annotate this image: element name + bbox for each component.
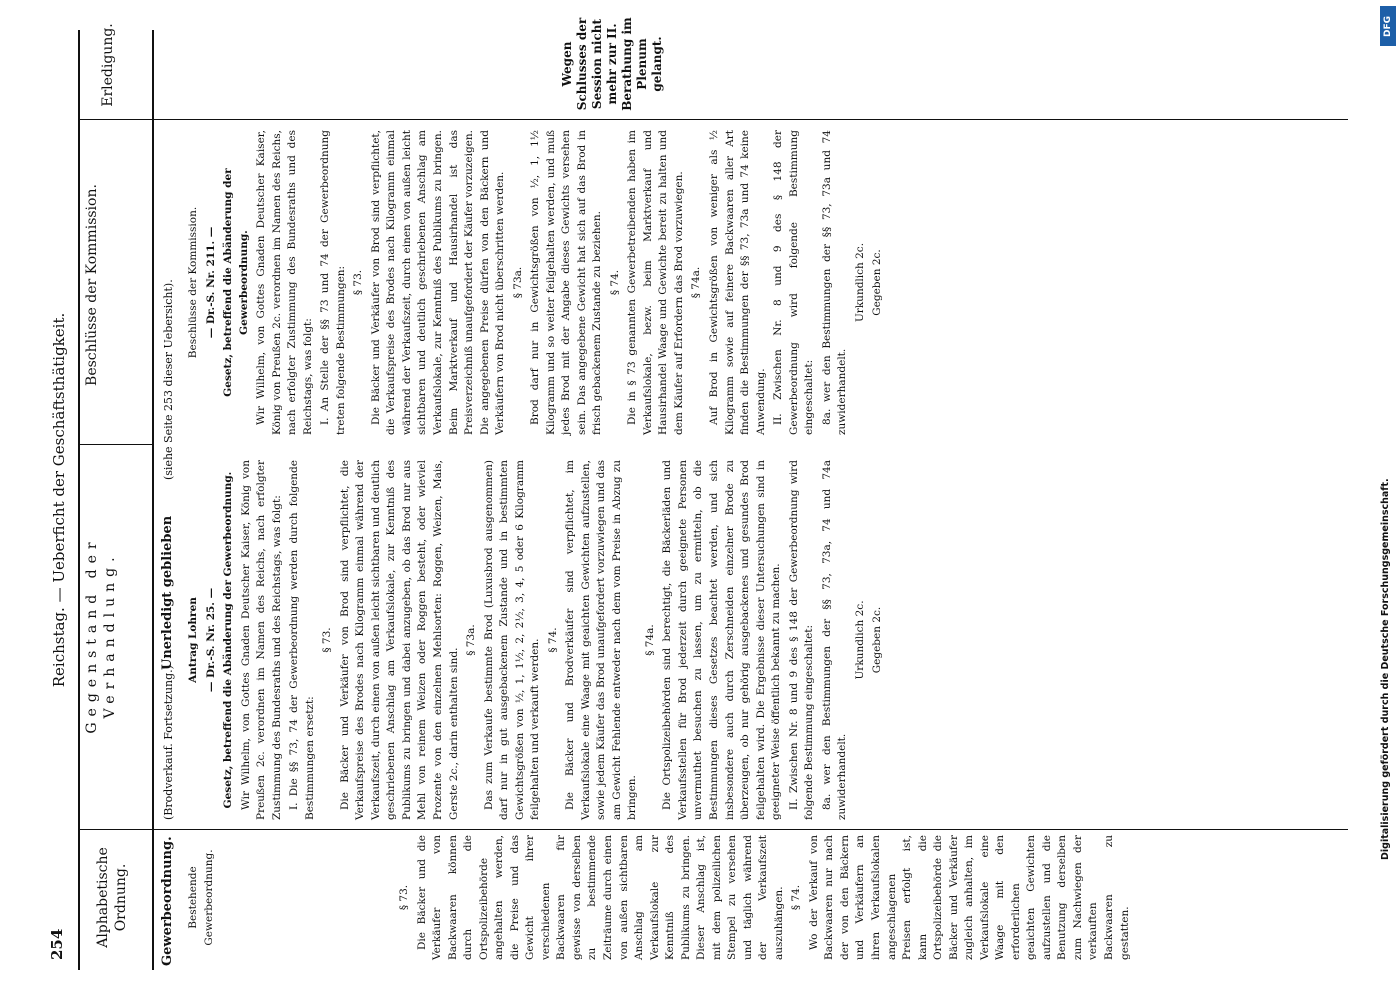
existing-heading: Bestehende Gewerbeordnung. [187,849,215,946]
antrag-preamble: Wir Wilhelm, von Gottes Gnaden Deutscher Kaiser, König von Preußen 2c. verordnen im Namen des Reichs, nach erfolgter Zustimmung des Bundesraths und des Reichstags, was folgt: [239,460,283,820]
commission-art2a: 8a. wer den Bestimmungen der §§ 73, 73a und 74 zuwiderhandelt. [820,130,849,435]
header-alpha: Alphabetische Ordnung. [95,847,129,948]
existing-p73-title: § 73. [398,884,411,911]
header-resolutions: Beschlüsse der Kommission. [84,184,100,386]
col-divider-1 [78,829,1348,830]
antrag-p74a-title: § 74a. [643,624,656,656]
antrag-p73-text: Die Bäcker und Verkäufer von Brod sind verpflichtet, die Verkaufspreise des Brodes nach Kilogramm einmal während der Verkaufszeit, durch einen von außen leicht sichtbaren und deutlich geschriebenen Anschlag am Verkaufslokale, zur Kenntniß des Publikums zu bringen und dabei anzugeben, ob das Brod nur aus Mehl von reinem Weizen oder Roggen besteht, oder wieviel Prozente von den einzelnen Mehlsorten: Roggen, Weizen, Mais, Gerste 2c., darin enthalten sind. [338,460,460,820]
commission-p74a-text: Auf Brod in Gewichtsgrößen von weniger als ½ Kilogramm sowie auf feinere Backwaaren aller Art finden die Bestimmungen der §§ 73, 73a und 74 keine Anwendung. [708,130,767,435]
existing-p74-title: § 74. [790,884,803,911]
commission-art1: I. An Stelle der §§ 73 und 74 der Gewerbeordnung treten folgende Bestimmungen: [319,130,347,435]
commission-preamble: Wir Wilhelm, von Gottes Gnaden Deutscher Kaiser, König von Preußen 2c. verordnen im Namen des Reichs, nach erfolgter Zustimmung des Bundesraths und des Reichstags, was folgt: [255,130,314,435]
antrag-art2a: 8a. wer den Bestimmungen der §§ 73, 73a, 74 und 74a zuwiderhandelt. [820,460,849,820]
commission-p73a-text: Brod darf nur in Gewichtsgrößen von ½, 1, 1½ Kilogramm und so weiter feilgehalten werden, und muß jedes Brod mit der Angabe dieses Gewichts versehen sein. Das angegebene Gewicht hat sich auf das Brod in frisch gebackenem Zustande zu beziehen. [529,130,604,435]
commission-gesetz-title: Gesetz, betreffend die Abänderung der Gewerbeordnung. [222,168,250,397]
header-settlement: Erledigung. [100,23,116,107]
digitization-credit: Digitalisierung gefördert durch die Deutsche Forschungsgemeinschaft. [1380,478,1391,860]
row-title-note: (Brodverkauf. Fortsetzung.) [162,665,175,820]
unerledigt-ref: (siehe Seite 253 dieser Uebersicht). [162,279,175,480]
antrag-gesetz-title: Gesetz, betreffend die Abänderung der Gewerbeordnung. [222,471,235,809]
commission-p73-title: § 73. [352,269,365,296]
existing-law-column [186,835,1135,960]
commission-urkund: Urkundlich 2c. [853,242,866,323]
antrag-p74-title: § 74. [546,627,559,653]
antrag-drucksache: — Dr.-S. Nr. 25. — [204,587,217,693]
running-head: Reichstag. — Ueberficht der Geschäftsthätigkeit. [50,312,68,688]
dfg-logo: DFG [1380,6,1396,46]
commission-art2: II. Zwischen Nr. 8 und 9 des § 148 der Gewerbeordnung wird folgende Bestimmung eingeschaltet: [772,130,816,435]
settlement-note: Wegen Schlusses der Session nicht mehr zur II. Berathung im Plenum gelangt. [560,17,664,111]
page-number: 254 [48,928,66,960]
row-title: Gewerbeordnung. [160,836,175,966]
antrag-urkund: Urkundlich 2c. [853,600,866,680]
commission-drucksache: — Dr.-S. Nr. 211. — [204,226,217,339]
antrag-column [186,460,888,820]
commission-p73-text: Die Bäcker und Verkäufer von Brod sind verpflichtet, die Verkaufspreise des Brodes nach Kilogramm einmal während der Verkaufszeit, durch einen von außen leicht sichtbaren und deutlich geschriebenen Anschlag am Verkaufslokale, zur Kenntniß des Publikums zu bringen. Beim Marktverkauf und Hausirhandel ist das Preisverzeichniß unaufgefordert der Käufer vorzuzeigen. Die angegebenen Preise dürfen von den Bäckern und Verkäufern von Brod nicht überschritten werden. [369,130,507,435]
antrag-p73-title: § 73. [321,627,334,653]
antrag-p74a-text: Die Ortspolizeibehörden sind berechtigt, die Bäckerläden und Verkaufsstellen für Brod jederzeit durch geeignete Personen unvermuthet besuchen zu lassen, um zu ermitteln, ob die Bestimmungen dieses Gesetzes beachtet werden, und sich insbesondere auch durch Zerschneiden einzelner Brode zu überzeugen, ob nur gehörig ausgebackenes und gesundes Brod feilgehalten wird. Die Ergebnisse dieser Untersuchungen sind in geeigneter Weise öffentlich bekannt zu machen. [661,460,783,820]
commission-p74-text: Die in § 73 genannten Gewerbetreibenden haben im Verkaufslokale, bezw. beim Marktverkauf und Hausirhandel Waage und Gewichte bereit zu halten und dem Käufer auf Erfordern das Brod vorzuwiegen. [626,130,685,435]
commission-p74-title: § 74. [608,269,621,296]
antrag-gegeben: Gegeben 2c. [871,606,884,674]
antrag-p73a-text: Das zum Verkaufe bestimmte Brod (Luxusbrod ausgenommen) darf nur in gut ausgebackenem Zustande und in bestimmten Gewichtsgrößen von ½, 1, 1½, 2, 2½, 3, 4, 5 oder 6 Kilogramm feilgehalten und verkauft werden. [482,460,542,820]
header-subject: Gegenstand der Verhandlung. [84,536,118,734]
antrag-art2: II. Zwischen Nr. 8 und 9 des § 148 der Gewerbeordnung wird folgende Bestimmung eingeschaltet: [787,460,816,820]
antrag-p73a-title: § 73a. [465,624,478,656]
commission-beschluss: Beschlüsse der Kommission. [187,206,199,359]
commission-column [186,130,888,435]
antrag-art1: I. Die §§ 73, 74 der Gewerbeordnung werden durch folgende Bestimmungen ersetzt: [288,460,316,820]
commission-gegeben: Gegeben 2c. [871,249,884,316]
unerledigt-label: Unerledigt geblieben [160,515,175,670]
col-divider-3 [78,119,1348,120]
antrag-p74-text: Die Bäcker und Brodverkäufer sind verpflichtet, im Verkaufslokale eine Waage mit geaichten Gewichten aufzustellen, sowie jedem Käufer das Brod unaufgefordert vorzuwiegen und das am Gewicht Fehlende entweder nach dem vom Preise in Abzug zu bringen. [564,460,639,820]
col-divider-2-head [78,444,152,445]
commission-p73a-title: § 73a. [511,266,524,299]
commission-p74a-title: § 74a. [690,266,703,299]
existing-p73-text: Die Bäcker und die Verkäufer von Backwaaren können durch die Ortspolizeibehörde angehalten werden, die Preise und das Gewicht ihrer verschiedenen Backwaaren für gewisse von derselben zu bestimmende Zeiträume durch einen von außen sichtbaren Anschlag am Verkaufslokale zur Kenntniß des Publikums zu bringen. Dieser Anschlag ist, mit dem polizeilichen Stempel zu versehen und täglich während der Verkaufszeit auszuhängen. [415,835,785,960]
existing-p74-text: Wo der Verkauf von Backwaaren nur nach der von den Bäckern und Verkäufern an ihren Verkaufslokalen angeschlagenen Preisen erfolgt ist, kann die Ortspolizeibehörde die Bäcker und Verkäufer zugleich anhalten, im Verkaufslokale eine Waage mit den erforderlichen geaichten Gewichten aufzustellen und die Benutzung derselben zum Nachwiegen der verkauften Backwaaren zu gestatten. [807,835,1131,960]
antrag-name: Antrag Lohren [187,597,199,683]
